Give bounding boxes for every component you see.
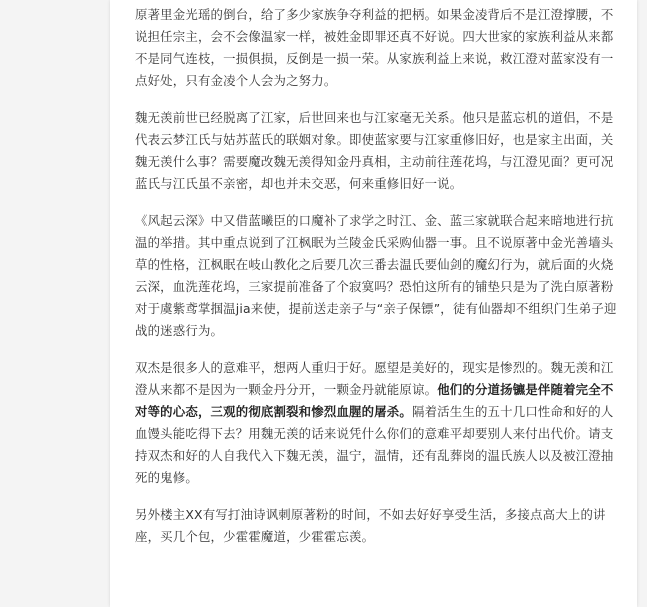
paragraph-4-text-c: 隔着活生生的五十几口性命和好的人血馒头能吃得下去？用魏无羡的话来说凭什么你们的意难平却要别人来付出代价。请支持双杰和好的人自我代入下魏无羡，温宁，温情，还有乱葬岗的温氏族人以及被江澄抽死的鬼修。 — [135, 404, 614, 485]
paragraph-5: 另外楼主XX有写打油诗讽刺原著粉的时间，不如去好好享受生活，多接点高大上的讲座，买几个包，少霍霍魔道，少霍霍忘羡。 — [135, 507, 606, 544]
paragraph-4 — [135, 357, 619, 489]
document-page — [110, 0, 637, 607]
paragraph-4-text-a: 双杰是很多人的意难平，想两人重归于好。愿望是美好的，现实是惨烈的。魏无羡和江澄从来都不是因为一颗金丹分开，一颗金丹就能原谅。 — [135, 360, 614, 397]
paragraph-3: 《风起云深》中又借蓝曦臣的口魔补了求学之时江、金、蓝三家就联合起来暗地进行抗温的举措。其中重点说到了江枫眠为兰陵金氏采购仙器一事。且不说原著中金光善墙头草的性格，江枫眠在岐山教化之后要几次三番去温氏要仙剑的魔幻行为，就后面的火烧云深，血洗莲花坞，三家提前准备了个寂寞吗？恐怕这所有的铺垫只是为了洗白原著粉对于虞紫鸢掌掴温jia来使，提前送走亲子与“亲子保镖”，徒有仙器却不组织门生弟子迎战的迷惑行为。 — [135, 213, 617, 338]
paragraph-2: 魏无羡前世已经脱离了江家，后世回来也与江家毫无关系。他只是蓝忘机的道侣，不是代表云梦江氏与姑苏蓝氏的联姻对象。即使蓝家要与江家重修旧好，也是家主出面，关魏无羡什么事？需要魔改魏无羡得知金丹真相，主动前往莲花坞，与江澄见面？更可况蓝氏与江氏虽不亲密，却也并未交恶，何来重修旧好一说。 — [135, 110, 614, 191]
article-body — [135, 4, 619, 548]
paragraph-4-bold-text: 他们的分道扬镳是伴随着完全不对等的心态，三观的彻底割裂和惨烈血腥的屠杀。 — [135, 382, 614, 419]
paragraph-1: 原著里金光瑶的倒台，给了多少家族争夺利益的把柄。如果金凌背后不是江澄撑腰，不说担任宗主，会不会像温家一样，被姓金即罪还真不好说。四大世家的家族利益从来都不是同气连枝，一损俱损，反倒是一损一荣。从家族利益上来说，救江澄对蓝家没有一点好处，只有金凌个人会为之努力。 — [135, 7, 614, 88]
